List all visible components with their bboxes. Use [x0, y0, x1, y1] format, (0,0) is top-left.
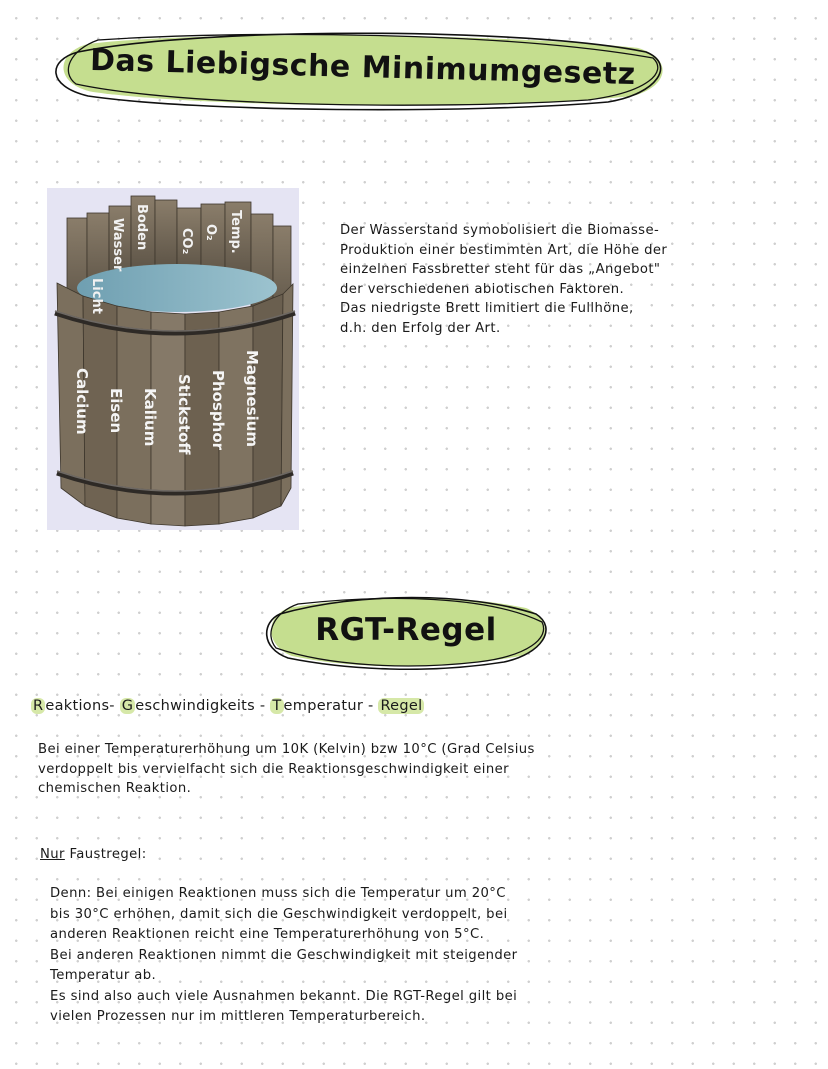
highlight-t: T — [272, 698, 282, 714]
definition-line: verdoppelt bis vervielfacht sich die Reaktionsgeschwindigkeit einer — [38, 761, 509, 777]
definition-line: Bei einer Temperaturerhöhung um 10K (Kelvin) bzw 10°C (Grad Celsius — [38, 742, 535, 757]
rule-heading — [40, 845, 147, 865]
name-part: eaktions- — [45, 698, 120, 714]
rgt-definition — [38, 740, 535, 799]
label-kalium: Kalium — [141, 388, 159, 447]
description-line: Das niedrigste Brett limitiert die Fullhöne, — [340, 301, 634, 316]
highlight-regel: Regel — [380, 698, 423, 714]
detail-line: Denn: Bei einigen Reaktionen muss sich die Temperatur um 20°C — [50, 886, 506, 901]
section-title-liebig — [48, 22, 668, 112]
name-part: eschwindigkeits - — [135, 698, 271, 714]
description-line: der verschiedenen abiotischen Faktoren. — [340, 281, 625, 297]
section-title-rgt — [258, 590, 554, 670]
label-wasser: Wasser — [110, 218, 125, 272]
barrel-image — [47, 188, 299, 530]
label-magnesium: Magnesium — [243, 350, 261, 448]
detail-line: bis 30°C erhöhen, damit sich die Geschwindigkeit verdoppelt, bei — [50, 906, 508, 922]
rule-details — [50, 884, 517, 1028]
name-part: emperatur - — [283, 698, 379, 714]
label-calcium: Calcium — [73, 368, 91, 435]
detail-line: Bei anderen Reaktionen nimmt die Geschwindigkeit mit steigender — [50, 947, 518, 963]
detail-line: Es sind also auch viele Ausnahmen bekannt. Die RGT-Regel gilt bei — [50, 988, 518, 1004]
rgt-title: RGT-Regel — [315, 612, 497, 648]
label-licht: Licht — [89, 278, 104, 314]
detail-line: Temperatur ab. — [50, 968, 157, 983]
label-boden: Boden — [134, 204, 149, 251]
label-stickstoff: Stickstoff — [175, 374, 193, 455]
description-line: Produktion einer bestimmten Art, die Höhe der — [340, 242, 668, 258]
label-temp: Temp. — [228, 210, 243, 254]
page-title: Das Liebigsche Minimumgesetz — [89, 42, 637, 92]
description-line: einzelnen Fassbretter steht für das „Angebot" — [340, 262, 661, 277]
label-co2: CO₂ — [179, 228, 194, 255]
barrel-description — [340, 221, 667, 338]
label-eisen: Eisen — [107, 388, 125, 434]
rgt-full-name — [31, 697, 424, 717]
definition-line: chemischen Reaktion. — [38, 781, 192, 796]
detail-line: vielen Prozessen nur im mittleren Temperaturbereich. — [50, 1009, 426, 1024]
highlight-g: G — [121, 698, 134, 714]
rule-heading-rest: Faustregel: — [64, 847, 147, 862]
label-phosphor: Phosphor — [209, 370, 227, 451]
highlight-r: R — [33, 698, 44, 714]
label-o2: O₂ — [203, 224, 218, 241]
detail-line: anderen Reaktionen reicht eine Temperaturerhöhung von 5°C. — [50, 927, 485, 942]
rule-heading-underlined: Nur — [40, 847, 65, 862]
description-line: d.h. den Erfolg der Art. — [340, 320, 501, 336]
description-line: Der Wasserstand symobolisiert die Biomasse- — [340, 223, 660, 238]
